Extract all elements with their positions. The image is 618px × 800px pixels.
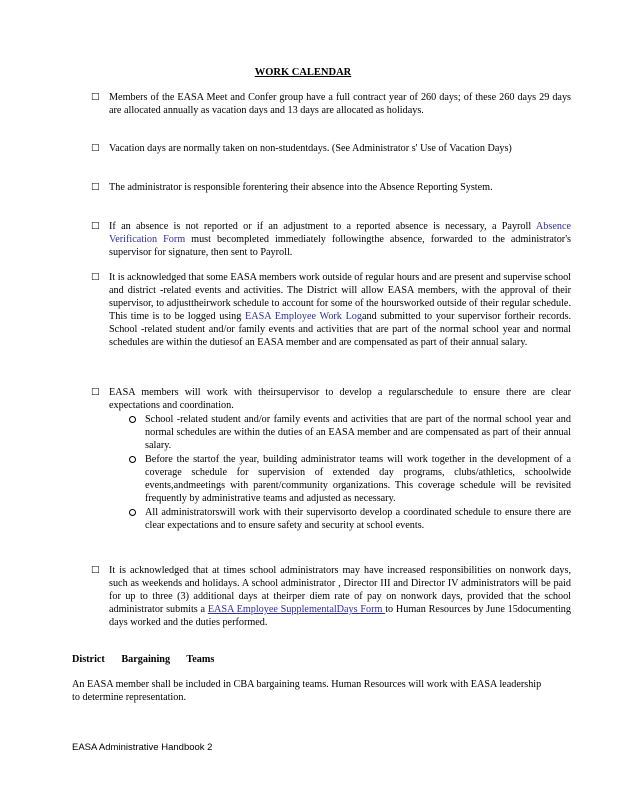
absence-verification-form-link[interactable]: Absence Verification Form — [109, 221, 571, 245]
circle-bullet-icon — [129, 416, 136, 423]
section-paragraph: An EASA member shall be included in CBA bargaining teams. Human Resources will work with EASA leadership to determine representation. — [72, 679, 542, 703]
list-item — [91, 386, 571, 532]
bullet-icon: □ — [91, 272, 100, 282]
bullet-icon: □ — [91, 221, 100, 231]
page-footer: EASA Administrative Handbook 2 — [72, 742, 213, 753]
sub-list-item: School -related student and/or family events and activities that are part of the normal school year and normal schedules are within the duties of an EASA member and are compensated as part of their annual salary. — [109, 413, 571, 452]
bullet-icon: □ — [91, 565, 100, 575]
list-item-text: It is acknowledged that at times school administrators may have increased responsibilities on nonwork days, such as weekends and holidays. A school administrator , Director III and Director IV administrators will be paid for up to three (3) additional days at theirper diem rate of pay on nonwork days, provided that the school administrator submits a EASA Employee SupplementalDays Form to Human Resources by June 15documenting days worked and the duties performed. — [109, 565, 571, 628]
bullet-icon: □ — [91, 92, 100, 102]
section-heading: District Bargaining Teams — [72, 654, 215, 665]
circle-bullet-icon — [129, 456, 136, 463]
employee-work-log-link[interactable]: EASA Employee Work Log — [245, 311, 362, 322]
list-item-text: EASA members will work with theirsupervisor to develop a regularschedule to ensure there are clear expectations and coordination. — [109, 387, 571, 411]
bullet-icon: □ — [91, 387, 100, 397]
page-title: WORK CALENDAR — [254, 67, 352, 78]
list-item — [91, 142, 571, 155]
bullet-icon: □ — [91, 143, 100, 153]
list-item — [91, 91, 571, 117]
list-item-text: Members of the EASA Meet and Confer group have a full contract year of 260 days; of these 260 days 29 days are allocated annually as vacation days and 13 days are allocated as holidays. — [109, 92, 571, 116]
list-item-text: Vacation days are normally taken on non-studentdays. (See Administrator s' Use of Vacation Days) — [109, 143, 512, 154]
list-item-text: If an absence is not reported or if an adjustment to a reported absence is necessary, a Payroll Absence Verification Form must becompleted immediately followingthe absence, forwarded to the administrator's supervisor for signature, then sent to Payroll. — [109, 221, 571, 258]
sub-list-item: All administratorswill work with their supervisorto develop a coordinated schedule to ensure there are clear expectations and to ensure safety and security at school events. — [109, 506, 571, 532]
list-item — [91, 181, 571, 194]
list-item — [91, 220, 571, 259]
list-item — [91, 271, 571, 349]
supplemental-days-form-link[interactable]: EASA Employee SupplementalDays Form — [207, 604, 386, 615]
bullet-icon: □ — [91, 182, 100, 192]
sub-list-item: Before the startof the year, building administrator teams will work together in the development of a coverage schedule for supervision of extended day programs, clubs/athletics, schoolwide events,andmeetings with parent/community organizations. This coverage schedule will be revisited frequently by administrative teams and adjusted as necessary. — [109, 453, 571, 505]
list-item-text: The administrator is responsible forentering their absence into the Absence Reporting System. — [109, 182, 493, 193]
circle-bullet-icon — [129, 509, 136, 516]
list-item-text: It is acknowledged that some EASA members work outside of regular hours and are present and supervise school and district -related events and activities. The District will allow EASA members, with the approval of their supervisor, to adjusttheirwork schedule to account for some of the hoursworked outside of their regular schedule. This time is to be logged using EASA Employee Work Logand submitted to your supervisor fortheir records. School -related student and/or family events and activities that are part of the normal school year and normal schedules are within the dutiesof an EASA member and are compensated as part of their annual salary. — [109, 272, 571, 348]
list-item — [91, 564, 571, 629]
